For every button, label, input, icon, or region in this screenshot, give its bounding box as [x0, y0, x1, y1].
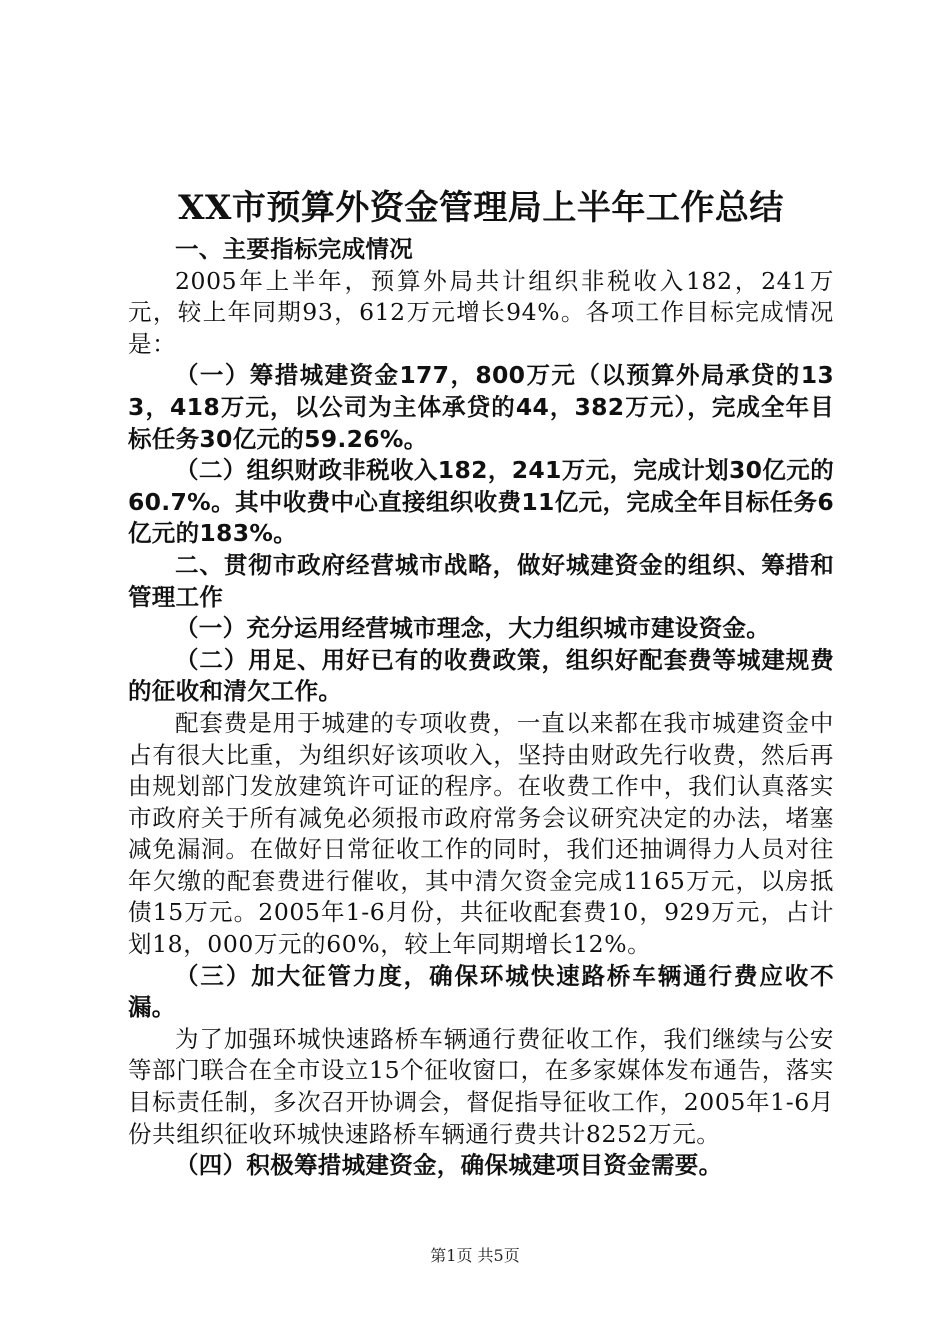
body-paragraph: 配套费是用于城建的专项收费，一直以来都在我市城建资金中占有很大比重，为组织好该项收入，坚持由财政先行收费，然后再由规划部门发放建筑许可证的程序。在收费工作中，我们认真落实市政府关于所有减免必须报市政府常务会议研究决定的办法，堵塞减免漏洞。在做好日常征收工作的同时，我们还抽调得力人员对往年欠缴的配套费进行催收，其中清欠资金完成1165万元，以房抵债15万元。2005年1-6月份，共征收配套费10，929万元，占计划18，000万元的60%，较上年同期增长12%。 — [128, 708, 834, 959]
section-heading: （一）充分运用经营城市理念，大力组织城市建设资金。 — [175, 614, 770, 643]
body-paragraph: 2005年上半年，预算外局共计组织非税收入182，241万元，较上年同期93，612万元增长94%。各项工作目标完成情况是： — [128, 266, 834, 358]
document-title: XX市预算外资金管理局上半年工作总结 — [178, 188, 784, 228]
document-body — [128, 234, 834, 1182]
section-heading: （四）积极筹措城建资金，确保城建项目资金需要。 — [175, 1151, 723, 1180]
section-heading: 二、贯彻市政府经营城市战略，做好城建资金的组织、筹措和管理工作 — [128, 550, 834, 611]
section-heading: 一、主要指标完成情况 — [175, 235, 413, 263]
body-paragraph: 为了加强环城快速路桥车辆通行费征收工作，我们继续与公安等部门联合在全市设立15个征收窗口，在多家媒体发布通告，落实目标责任制，多次召开协调会，督促指导征收工作，2005年1-6月份共组织征收环城快速路桥车辆通行费共计8252万元。 — [128, 1024, 834, 1148]
document-page — [128, 182, 834, 1182]
section-heading: （一）筹措城建资金177，800万元（以预算外局承贷的133，418万元，以公司为主体承贷的44，382万元），完成全年目标任务30亿元的59.26%。 — [128, 361, 834, 453]
section-heading: （三）加大征管力度，确保环城快速路桥车辆通行费应收不漏。 — [128, 961, 834, 1022]
section-heading: （二）用足、用好已有的收费政策，组织好配套费等城建规费的征收和清欠工作。 — [128, 645, 834, 706]
page-footer: 第1页 共5页 — [430, 1246, 520, 1265]
section-heading: （二）组织财政非税收入182，241万元，完成计划30亿元的60.7%。其中收费中心直接组织收费11亿元，完成全年目标任务6亿元的183%。 — [128, 456, 834, 548]
